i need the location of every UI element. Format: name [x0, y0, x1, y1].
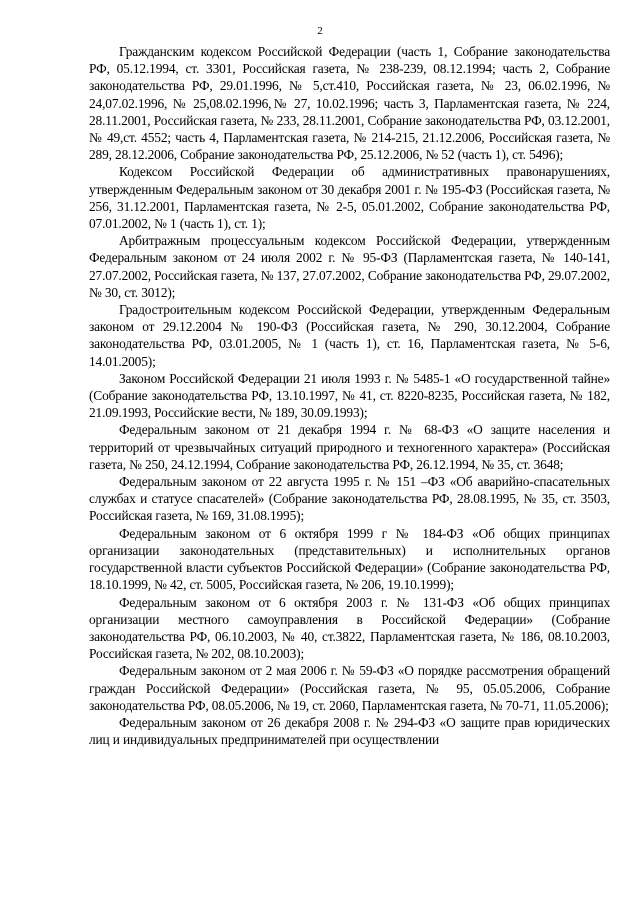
- paragraph-citizen-appeals-law: Федеральным законом от 2 мая 2006 г. № 59-ФЗ «О порядке рассмотрения обращений граждан Российской Федерации» (Российская газета, № 95, 05.05.2006, Собрание законодательства РФ, 08.05.2006, № 19, ст. 2060, Парламентская газета, № 70-71, 11.05.2006);: [89, 663, 610, 713]
- paragraph-regional-authorities-law: Федеральным законом от 6 октября 1999 г № 184-ФЗ «Об общих принципах организации законодательных (представительных) и исполнительных органов государственной власти субъектов Российской Федерации» (Собрание законодательства РФ, 18.10.1999, № 42, ст. 5005, Российская газета, № 206, 19.10.1999);: [89, 525, 610, 593]
- paragraph-state-secret-law: Законом Российской Федерации 21 июля 1993 г. № 5485-1 «О государственной тайне» (Собрание законодательства РФ, 13.10.1997, № 41, ст. 8220-8235, Российская газета, № 182, 21.09.1993, Российские вести, № 189, 30.09.1993);: [89, 370, 610, 421]
- paragraph-arbitration-code: Арбитражным процессуальным кодексом Российской Федерации, утвержденным Федеральным законом от 24 июля 2002 г. № 95-ФЗ (Парламентская газета, № 140-141, 27.07.2002, Российская газета, № 137, 27.07.2002, Собрание законодательства РФ, 29.07.2002, № 30, ст. 3012);: [89, 233, 610, 300]
- page-number: 2: [317, 25, 323, 37]
- paragraph-emergency-protection-law: Федеральным законом от 21 декабря 1994 г. № 68-ФЗ «О защите населения и территорий от чрезвычайных ситуаций природного и техногенного характера» (Российская газета, № 250, 24.12.1994, Собрание законодательства РФ, 26.12.1994, № 35, ст. 3648;: [89, 422, 610, 472]
- paragraph-administrative-code: Кодексом Российской Федерации об административных правонарушениях, утвержденным Федеральным законом от 30 декабря 2001 г. № 195-ФЗ (Российская газета, № 256, 31.12.2001, Парламентская газета, № 2-5, 05.01.2002, Собрание законодательства РФ, 07.01.2002, № 1 (часть 1), ст. 1);: [89, 164, 610, 232]
- paragraph-civil-code: Гражданским кодексом Российской Федерации (часть 1, Собрание законодательства РФ, 05.12.1994, ст. 3301, Российская газета, № 238-239, 08.12.1994; часть 2, Собрание законодательства РФ, 29.01.1996, № 5,ст.410, Российская газета, № 23, 06.02.1996, № 24,07.02.1996, № 25,08.02.1996,№ 27, 10.02.1996; часть 3, Парламентская газета, № 224, 28.11.2001, Российская газета, № 233, 28.11.2001, Собрание законодательства РФ, 03.12.2001, № 49,ст. 4552; часть 4, Парламентская газета, № 214-215, 21.12.2006, Российская газета, № 289, 28.12.2006, Собрание законодательства РФ, 25.12.2006, № 52 (часть 1), ст. 5496);: [89, 44, 610, 163]
- paragraph-business-protection-law: Федеральным законом от 26 декабря 2008 г. № 294-ФЗ «О защите прав юридических лиц и индивидуальных предпринимателей при осуществлении: [89, 714, 610, 748]
- document-body: [89, 43, 610, 748]
- paragraph-local-self-government-law: Федеральным законом от 6 октября 2003 г. № 131-ФЗ «Об общих принципах организации местного самоуправления в Российской Федерации» (Собрание законодательства РФ, 06.10.2003, № 40, ст.3822, Парламентская газета, № 186, 08.10.2003, Российская газета, № 202, 08.10.2003);: [89, 594, 610, 662]
- paragraph-urban-planning-code: Градостроительным кодексом Российской Федерации, утвержденным Федеральным законом от 29.12.2004 № 190-ФЗ (Российская газета, № 290, 30.12.2004, Собрание законодательства РФ, 03.01.2005, № 1 (часть 1), ст. 16, Парламентская газета, № 5-6, 14.01.2005);: [89, 302, 610, 369]
- paragraph-rescue-services-law: Федеральным законом от 22 августа 1995 г. № 151 –ФЗ «Об аварийно-спасательных службах и статусе спасателей» (Собрание законодательства РФ, 28.08.1995, № 35, ст. 3503, Российская газета, № 169, 31.08.1995);: [89, 474, 610, 524]
